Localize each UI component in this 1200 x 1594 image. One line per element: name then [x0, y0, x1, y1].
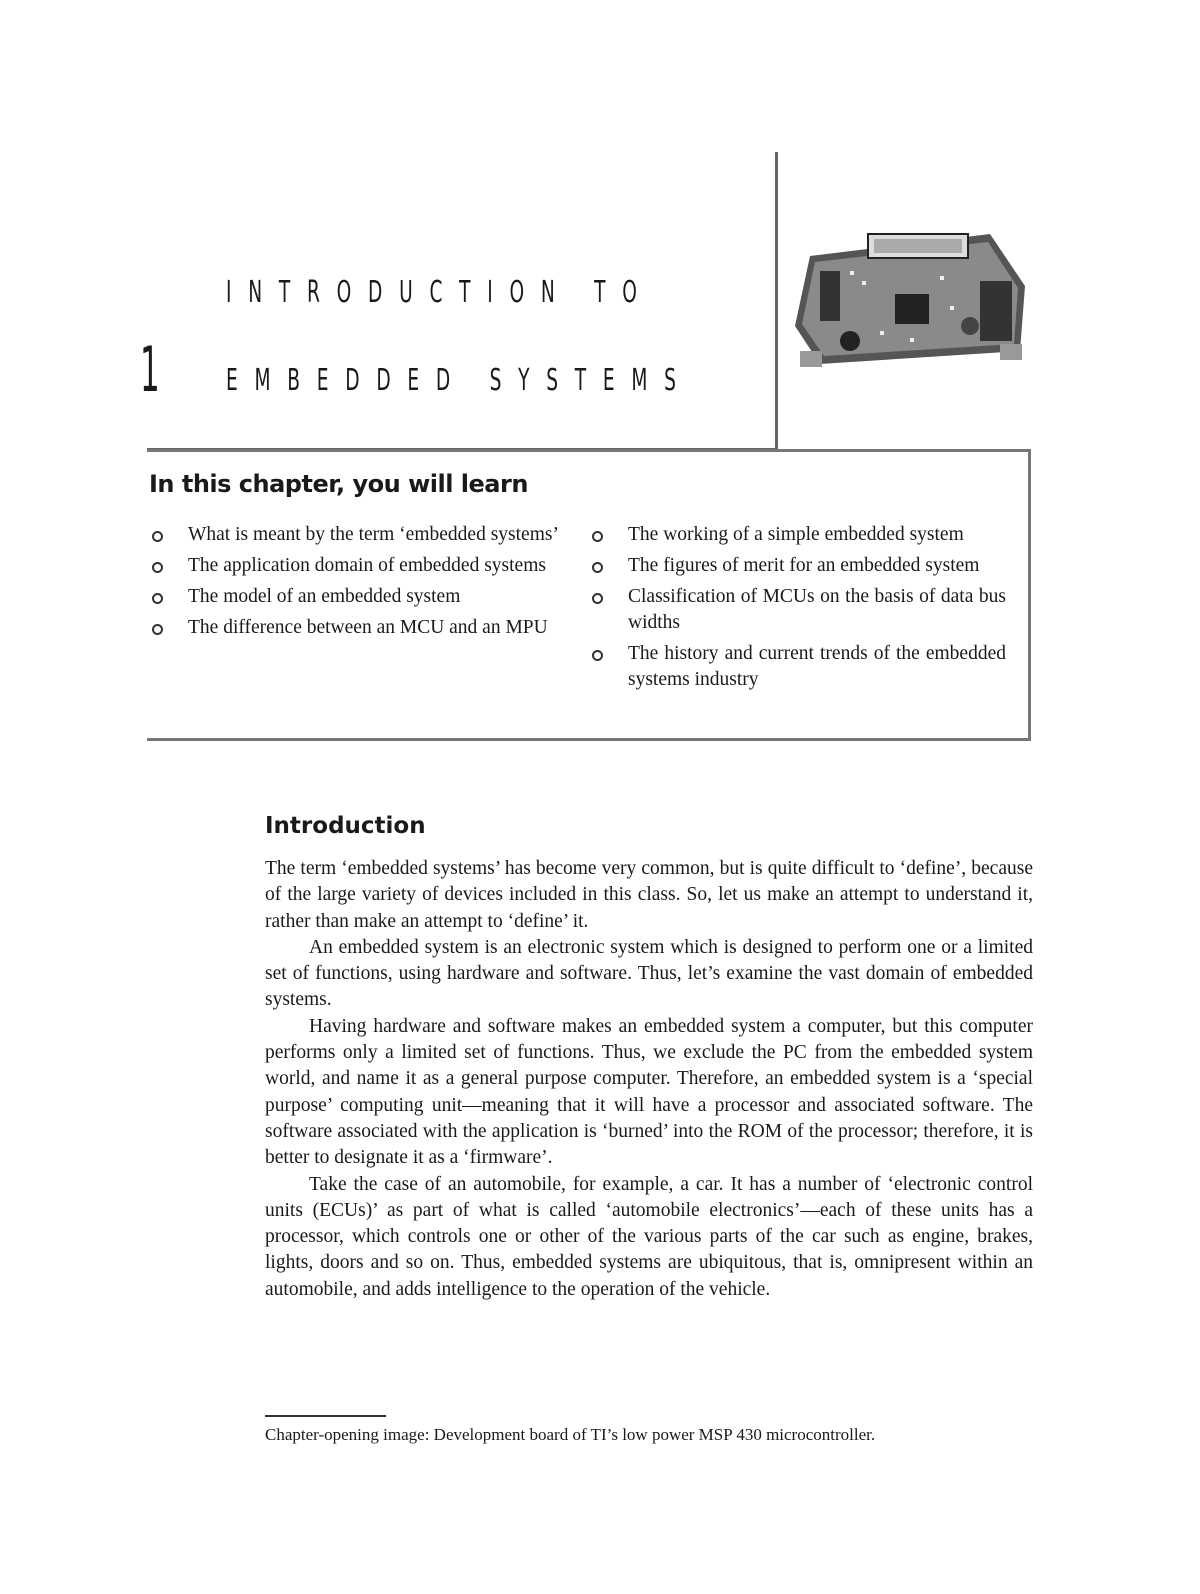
bullet-icon — [152, 562, 163, 573]
list-item: What is meant by the term ‘embedded systems’ — [148, 522, 566, 548]
list-item: The application domain of embedded systems — [148, 553, 566, 579]
chapter-title-line-2: EMBEDDED SYSTEMS — [226, 363, 693, 398]
list-item: The model of an embedded system — [148, 584, 566, 610]
chapter-title-line-1: INTRODUCTION TO — [226, 275, 654, 310]
development-board-image — [790, 226, 1030, 374]
list-item: The history and current trends of the embedded systems industry — [588, 641, 1006, 693]
bullet-icon — [592, 650, 603, 661]
paragraph: An embedded system is an electronic system which is designed to perform one or a limited set of functions, using hardware and software. Thus, let’s examine the vast domain of embedded systems. — [265, 936, 1033, 1011]
vertical-divider — [775, 152, 778, 449]
learn-list-left — [148, 522, 566, 646]
bullet-icon — [152, 531, 163, 542]
list-item: The figures of merit for an embedded system — [588, 553, 1006, 579]
bullet-icon — [152, 624, 163, 635]
bullet-icon — [592, 531, 603, 542]
body-text — [265, 856, 1033, 1303]
paragraph: Take the case of an automobile, for example, a car. It has a number of ‘electronic control units (ECUs)’ as part of what is called ‘automobile electronics’—each of these units has a processor, which controls one or other of the various parts of the car such as engine, brakes, lights, doors and so on. Thus, embedded systems are ubiquitous, that is, omnipresent within an automobile, and adds intelligence to the operation of the vehicle. — [265, 1173, 1033, 1300]
bullet-icon — [152, 593, 163, 604]
paragraph: The term ‘embedded systems’ has become very common, but is quite difficult to ‘define’, because of the large variety of devices included in this class. So, let us make an attempt to understand it, rather than make an attempt to ‘define’ it. — [265, 858, 1033, 932]
footnote-rule — [265, 1415, 386, 1417]
list-item: Classification of MCUs on the basis of data bus widths — [588, 584, 1006, 636]
paragraph: Having hardware and software makes an embedded system a computer, but this computer performs only a limited set of functions. Thus, we exclude the PC from the embedded system world, and name it as a general purpose computer. Therefore, an embedded system is a ‘special purpose’ computing unit—meaning that it will have a processor and associated software. The software associated with the application is ‘burned’ into the ROM of the processor; therefore, it is better to designate it as a ‘firmware’. — [265, 1015, 1033, 1169]
list-item: The working of a simple embedded system — [588, 522, 1006, 548]
chapter-number: 1 — [140, 333, 160, 406]
learn-list-right — [588, 522, 1006, 698]
bullet-icon — [592, 593, 603, 604]
footnote: Chapter-opening image: Development board of TI’s low power MSP 430 microcontroller. — [265, 1425, 876, 1444]
section-heading: Introduction — [265, 813, 426, 839]
bullet-icon — [592, 562, 603, 573]
learn-box-heading: In this chapter, you will learn — [149, 470, 528, 498]
list-item: The difference between an MCU and an MPU — [148, 615, 566, 641]
